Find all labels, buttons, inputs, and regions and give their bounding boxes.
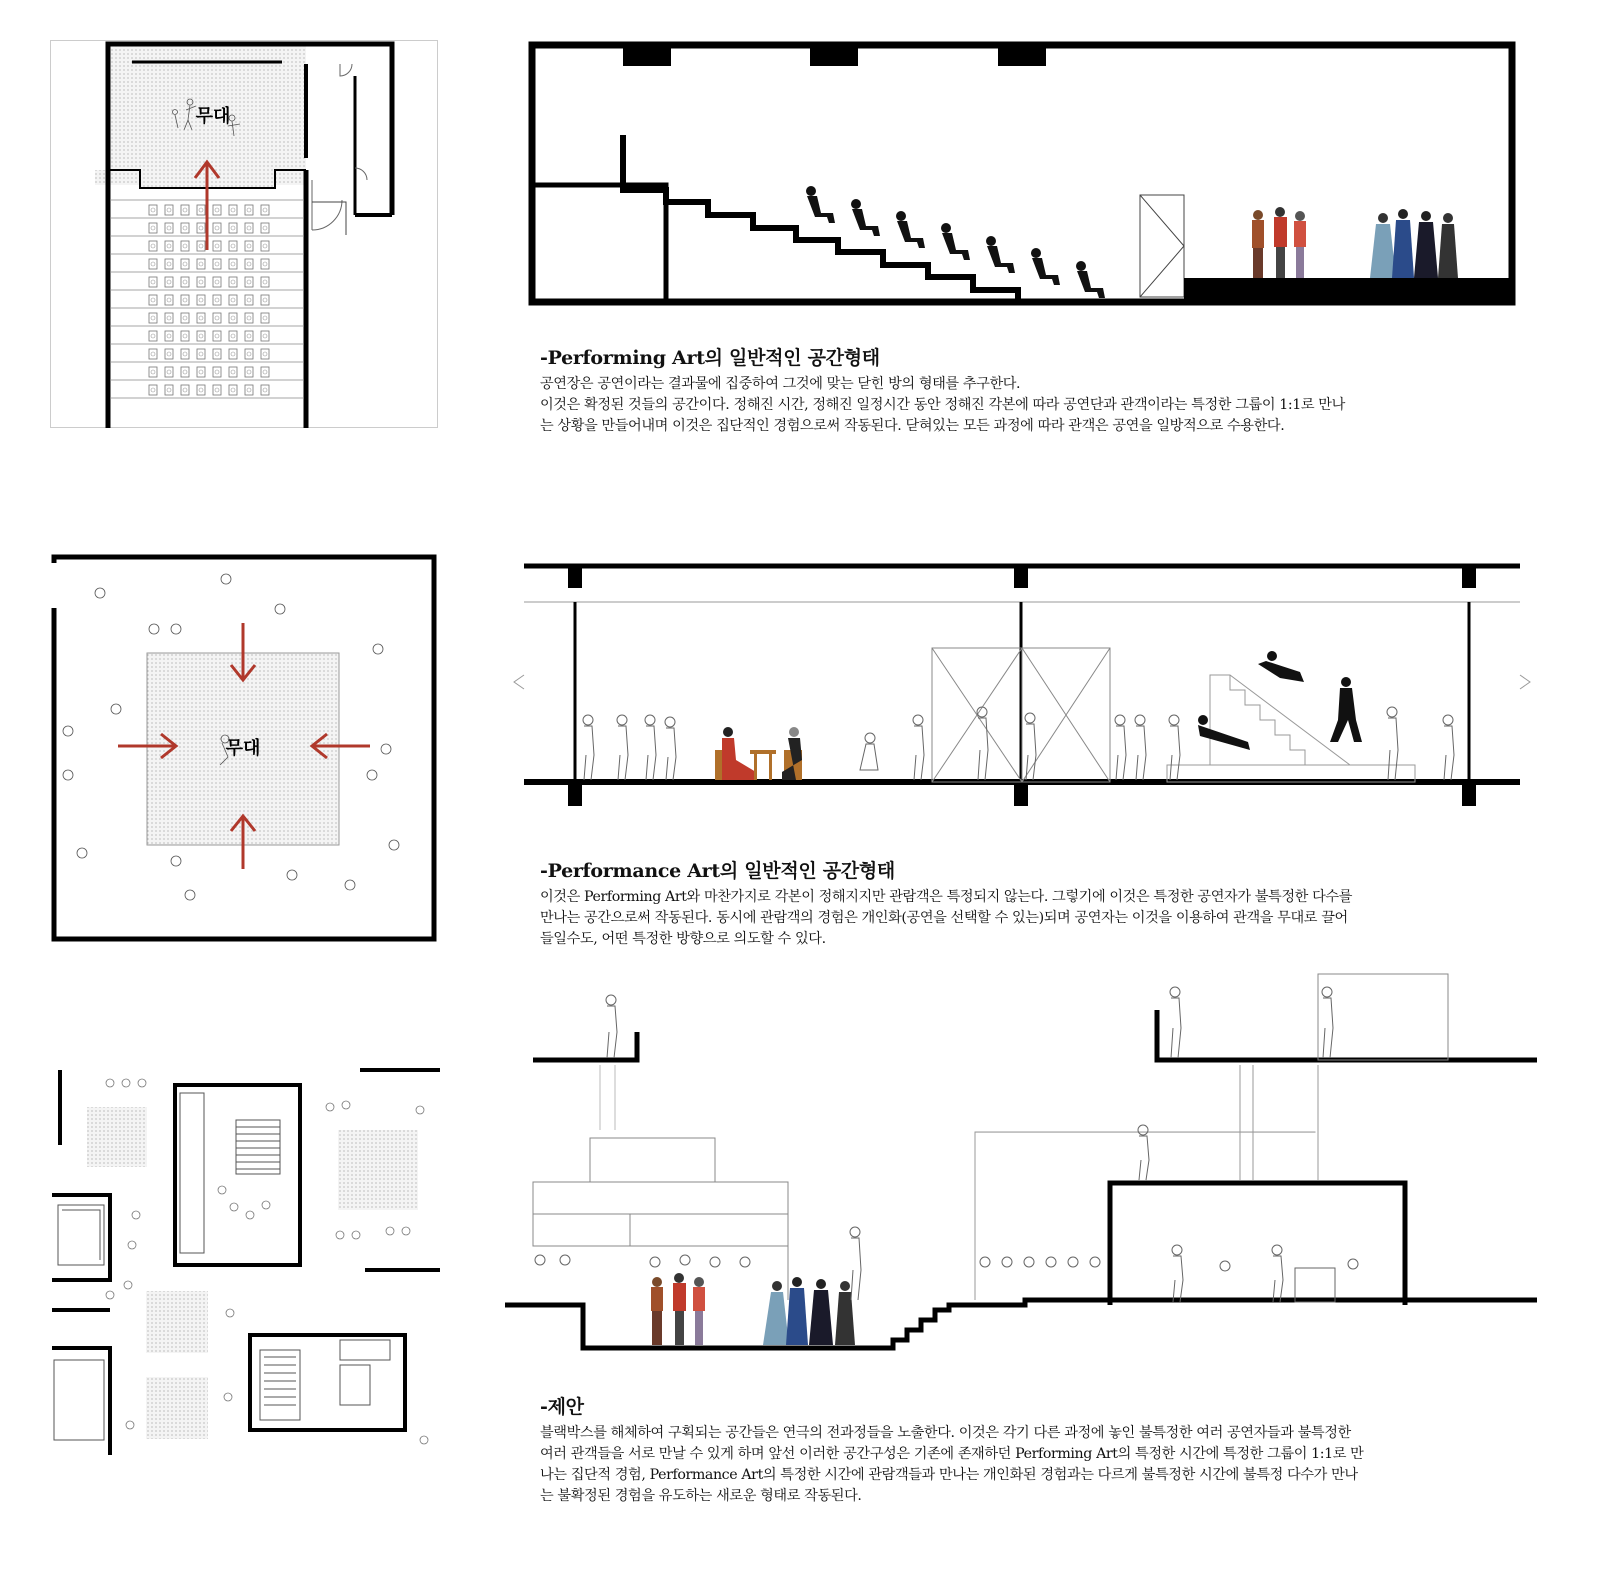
section1-line-3: 는 상황을 만들어내며 이것은 집단적인 경험으로써 작동된다. 닫혀있는 모든 과정에 따라 관객은 공연을 일방적으로 수용한다. [540,418,1285,434]
section3-line-3: 나는 집단적 경험, Performance Art의 특정한 시간에 관람객들과 만나는 개인화된 경험과는 다르게 불특정한 시간에 불특정 다수가 만나 [540,1467,1358,1483]
section-performing-art [528,40,1518,310]
section2-line-3: 들일수도, 어떤 특정한 방향으로 의도할 수 있다. [540,931,826,947]
section3-line-4: 는 불확정된 경험을 유도하는 새로운 형태로 작동된다. [540,1488,862,1504]
text-proposal [540,1392,1550,1507]
plan1-drawing [50,40,438,428]
section1-line-1: 공연장은 공연이라는 결과물에 집중하여 그것에 맞는 닫힌 방의 형태를 추구한다. [540,376,1021,392]
plan-performance-art [50,553,438,943]
section2-line-1: 이것은 Performing Art와 마찬가지로 각본이 정해지지만 관람객은 특정되지 않는다. 그렇기에 이것은 특정한 공연자가 불특정한 다수를 [540,889,1353,905]
plan-proposal [50,1065,440,1460]
section3-line-2: 여러 관객들을 서로 만날 수 있게 하며 앞선 이러한 공간구성은 기존에 존재하던 Performing Art의 특정한 시간에 특정한 그룹이 1:1로 만 [540,1446,1364,1462]
section2-drawing [510,560,1535,815]
plan2-drawing [50,553,438,943]
plan3-drawing [50,1065,440,1460]
section-proposal [505,970,1540,1360]
section1-drawing [528,40,1518,310]
section-performance-art [510,560,1535,815]
plan1-stage-label: 무대 [195,106,231,127]
plan-performing-art [50,40,438,428]
text-performance-art [540,856,1550,950]
plan2-stage-label: 무대 [225,738,261,759]
text-performing-art [540,343,1550,437]
section3-drawing [505,970,1540,1360]
section2-line-2: 만나는 공간으로써 작동된다. 동시에 관람객의 경험은 개인화(공연을 선택할 수 있는)되며 공연자는 이것을 이용하여 관객을 무대로 끌어 [540,910,1348,926]
section3-line-1: 블랙박스를 해체하여 구획되는 공간들은 연극의 전과정들을 노출한다. 이것은 각기 다른 과정에 놓인 불특정한 여러 공연자들과 불특정한 [540,1425,1351,1441]
section3-title: -제안 [540,1396,584,1418]
section1-line-2: 이것은 확정된 것들의 공간이다. 정해진 시간, 정해진 일정시간 동안 정해진 각본에 따라 공연단과 관객이라는 특정한 그룹이 1:1로 만나 [540,397,1345,413]
section1-title: -Performing Art의 일반적인 공간형태 [540,347,880,369]
section2-title: -Performance Art의 일반적인 공간형태 [540,860,895,882]
